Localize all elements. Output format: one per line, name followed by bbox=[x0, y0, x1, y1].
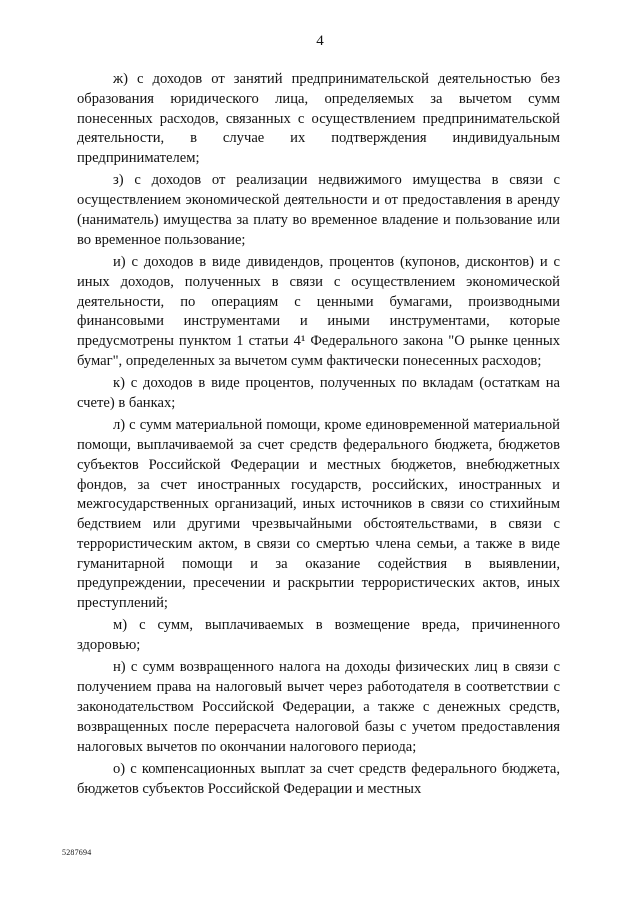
paragraph-m: м) с сумм, выплачиваемых в возмещение вреда, причиненного здоровью; bbox=[77, 617, 560, 654]
paragraph-i: и) с доходов в виде дивидендов, процентов (купонов, дисконтов) и с иных доходов, полученных в связи с осуществлением экономической деятельности, по операциям с ценными бумагами, производными финансовыми инструментами и иными инструментами, которые предусмотрены пунктом 1 статьи 4¹ Федерального закона "О рынке ценных бумаг", определенных за вычетом сумм фактически понесенных расходов; bbox=[77, 253, 560, 369]
paragraph-zh: ж) с доходов от занятий предпринимательской деятельностью без образования юридического лица, определяемых за вычетом сумм понесенных расходов, связанных с осуществлением предпринимательской деятельности, в случае их подтверждения индивидуальным предпринимателем; bbox=[77, 71, 560, 167]
paragraph-l: л) с сумм материальной помощи, кроме единовременной материальной помощи, выплачиваемой за счет средств федерального бюджета, бюджетов субъектов Российской Федерации и местных бюджетов, внебюджетных фондов, за счет иностранных государств, российских, иностранных и межгосударственных организаций, иных источников в связи со стихийным бедствием или другими чрезвычайными обстоятельствами, в связи с террористическим актом, в связи со смертью члена семьи, а также в виде гуманитарной помощи и за оказание содействия в выявлении, предупреждении, пресечении и раскрытии террористических актов, иных преступлений; bbox=[77, 417, 560, 612]
paragraph-z: з) с доходов от реализации недвижимого имущества в связи с осуществлением экономической деятельности и от предоставления в аренду (наниматель) имущества за плату во временное владение и пользование или во временное пользование; bbox=[77, 172, 560, 248]
document-body bbox=[77, 70, 560, 802]
paragraph-o: о) с компенсационных выплат за счет средств федерального бюджета, бюджетов субъектов Российской Федерации и местных bbox=[77, 760, 560, 797]
page-number: 4 bbox=[316, 33, 324, 49]
paragraph-n: н) с сумм возвращенного налога на доходы физических лиц в связи с получением права на налоговый вычет через работодателя в соответствии с законодательством Российской Федерации, а также с денежных средств, возвращенных после перерасчета налоговой базы с учетом предоставления налоговых вычетов по окончании налогового периода; bbox=[77, 659, 560, 755]
paragraph-k: к) с доходов в виде процентов, полученных по вкладам (остаткам на счете) в банках; bbox=[77, 375, 560, 411]
document-code: 5287694 bbox=[62, 848, 92, 857]
